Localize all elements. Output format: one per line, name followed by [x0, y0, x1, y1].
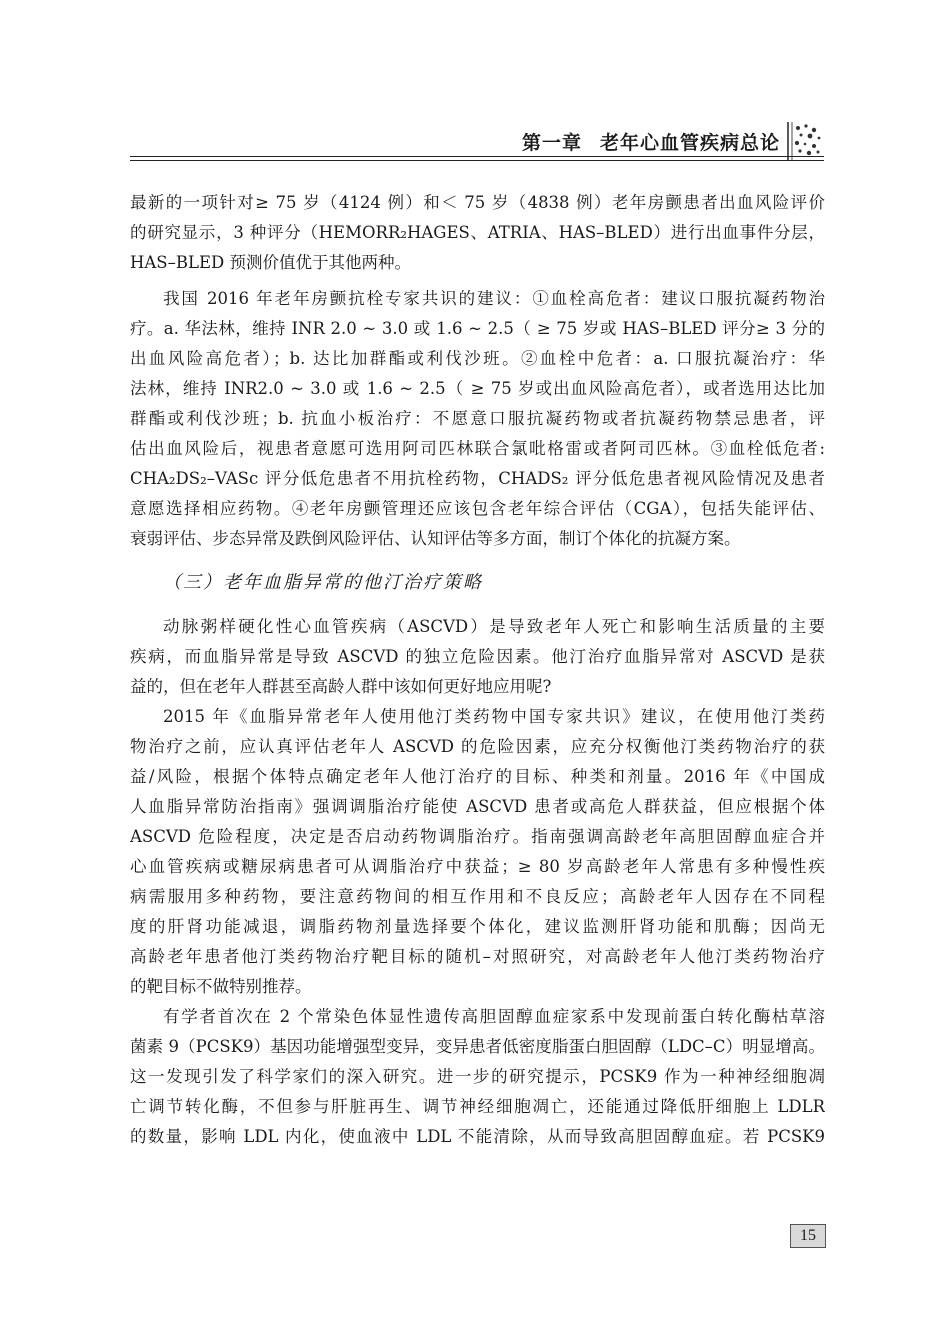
paragraph — [130, 612, 825, 702]
chapter-label: 第一章 — [521, 132, 582, 154]
paragraph — [130, 284, 825, 554]
paragraph — [130, 1002, 825, 1152]
text-line: 疾病，而血脂异常是导致 ASCVD 的独立危险因素。他汀治疗血脂异常对 ASCVD 是获 — [130, 647, 825, 666]
text-line: 法林，维持 INR2.0 ~ 3.0 或 1.6 ~ 2.5（ ≥ 75 岁或出血风险高危者），或者选用达比加 — [130, 379, 825, 398]
header-rule — [130, 156, 824, 161]
text-line: 病需服用多种药物，要注意药物间的相互作用和不良反应；高龄老年人因存在不同程 — [130, 887, 825, 906]
text-line: 2015 年《血脂异常老年人使用他汀类药物中国专家共识》建议，在使用他汀类药 — [163, 707, 825, 726]
text-line: ASCVD 危险程度，决定是否启动药物调脂治疗。指南强调高龄老年高胆固醇血症合并 — [130, 827, 825, 846]
body-text — [130, 188, 825, 1152]
text-line: 意愿选择相应药物。④老年房颤管理还应该包含老年综合评估（CGA），包括失能评估、 — [130, 499, 825, 518]
text-line: 这一发现引发了科学家们的深入研究。进一步的研究提示，PCSK9 作为一种神经细胞凋 — [130, 1067, 825, 1086]
chapter-name: 老年心血管疾病总论 — [599, 132, 780, 154]
text-line: 估出血风险后，视患者意愿可选用阿司匹林联合氯吡格雷或者阿司匹林。③血栓低危者: — [130, 439, 825, 458]
text-line: 群酯或利伐沙班；b. 抗血小板治疗：不愿意口服抗凝药物或者抗凝药物禁忌患者，评 — [130, 409, 825, 428]
text-line: 心血管疾病或糖尿病患者可从调脂治疗中获益；≥ 80 岁高龄老年人常患有多种慢性疾 — [130, 857, 825, 876]
text-line: 菌素 9（PCSK9）基因功能增强型变异，变异患者低密度脂蛋白胆固醇（LDC–C）明显增高。 — [130, 1037, 825, 1056]
text-line: CHA₂DS₂–VASc 评分低危患者不用抗栓药物，CHADS₂ 评分低危患者视风险情况及患者 — [130, 469, 825, 488]
page-number: 15 — [790, 1224, 826, 1248]
text-line: 衰弱评估、步态异常及跌倒风险评估、认知评估等多方面，制订个体化的抗凝方案。 — [130, 529, 741, 548]
text-line: 动脉粥样硬化性心血管疾病（ASCVD）是导致老年人死亡和影响生活质量的主要 — [163, 617, 825, 636]
running-header — [130, 126, 824, 156]
text-line: 最新的一项针对≥ 75 岁（4124 例）和＜ 75 岁（4838 例）老年房颤患者出血风险评价 — [130, 193, 825, 212]
dot-pattern-icon — [784, 120, 824, 160]
text-line: 出血风险高危者）；b. 达比加群酯或利伐沙班。②血栓中危者：a. 口服抗凝治疗：华 — [130, 349, 825, 368]
paragraph — [130, 188, 825, 278]
text-line: 我国 2016 年老年房颤抗栓专家共识的建议：①血栓高危者：建议口服抗凝药物治 — [163, 289, 825, 308]
text-line: 高龄老年患者他汀类药物治疗靶目标的随机–对照研究，对高龄老年人他汀类药物治疗 — [130, 947, 825, 966]
paragraph — [130, 702, 825, 1002]
text-line: 物治疗之前，应认真评估老年人 ASCVD 的危险因素，应充分权衡他汀类药物治疗的获 — [130, 737, 825, 756]
text-line: 的靶目标不做特别推荐。 — [130, 977, 312, 996]
text-line: 的研究显示，3 种评分（HEMORR₂HAGES、ATRIA、HAS–BLED）进行出血事件分层， — [130, 223, 825, 242]
text-line: 益/风险，根据个体特点确定老年人他汀治疗的目标、种类和剂量。2016 年《中国成 — [130, 767, 825, 786]
text-line: HAS–BLED 预测价值优于其他两种。 — [130, 253, 411, 272]
text-line: 的数量，影响 LDL 内化，使血液中 LDL 不能清除，从而导致高胆固醇血症。若 PCSK9 — [130, 1127, 825, 1146]
text-line: 益的，但在老年人群甚至高龄人群中该如何更好地应用呢? — [130, 677, 552, 696]
text-line: 人血脂异常防治指南》强调调脂治疗能使 ASCVD 患者或高危人群获益，但应根据个体 — [130, 797, 825, 816]
text-line: 疗。a. 华法林，维持 INR 2.0 ~ 3.0 或 1.6 ~ 2.5（ ≥ 75 岁或 HAS–BLED 评分≥ 3 分的 — [130, 319, 825, 338]
text-line: 亡调节转化酶，不但参与肝脏再生、调节神经细胞凋亡，还能通过降低肝细胞上 LDLR — [130, 1097, 825, 1116]
section-heading: （三）老年血脂异常的他汀治疗策略 — [163, 572, 483, 593]
text-line: 有学者首次在 2 个常染色体显性遗传高胆固醇血症家系中发现前蛋白转化酶枯草溶 — [163, 1007, 825, 1026]
chapter-title — [522, 128, 780, 155]
text-line: 度的肝肾功能减退，调脂药物剂量选择要个体化，建议监测肝肾功能和肌酶；因尚无 — [130, 917, 825, 936]
